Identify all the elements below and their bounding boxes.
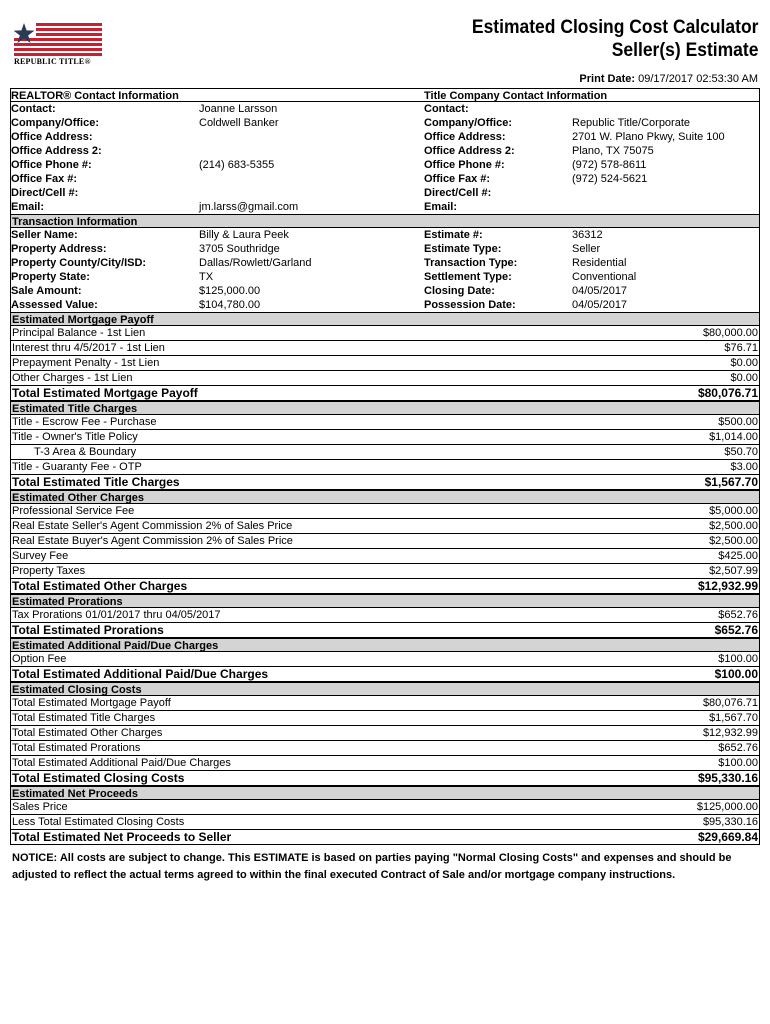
cost-label: Real Estate Buyer's Agent Commission 2% of Sales Price [12, 535, 293, 547]
contact-value-left [199, 130, 424, 144]
cost-amount: $500.00 [718, 416, 758, 428]
cost-amount: $425.00 [718, 550, 758, 562]
estimate-sheet [10, 88, 760, 845]
transaction-label-left: Property Address: [11, 243, 107, 255]
contact-value-left: Coldwell Banker [199, 117, 279, 129]
cost-label: Survey Fee [12, 550, 69, 562]
cost-amount: $0.00 [730, 357, 758, 369]
transaction-value-right: 36312 [572, 229, 603, 241]
cost-amount: $2,507.99 [709, 565, 758, 577]
transaction-value-right: 04/05/2017 [572, 299, 628, 311]
title-line-2: Seller(s) Estimate [611, 40, 758, 61]
section-heading: Estimated Other Charges [10, 490, 760, 504]
cost-amount: $652.76 [718, 742, 758, 754]
cost-label: Prepayment Penalty - 1st Lien [12, 357, 160, 369]
contact-value-right: (972) 578-8611 [572, 159, 647, 171]
contact-value-left: jm.larss@gmail.com [199, 201, 299, 213]
cost-line [10, 756, 760, 771]
section-total [10, 475, 760, 490]
transaction-value-right: Residential [572, 257, 627, 269]
transaction-value-right: 04/05/2017 [572, 285, 628, 297]
contact-value-left: (214) 683-5355 [199, 159, 275, 171]
print-date [579, 73, 758, 85]
contact-row [11, 200, 759, 214]
transaction-row [11, 242, 759, 256]
total-label: Total Estimated Net Proceeds to Seller [12, 830, 232, 844]
cost-label: Total Estimated Additional Paid/Due Charges [12, 757, 231, 769]
cost-label: Other Charges - 1st Lien [12, 372, 133, 384]
realtor-heading: REALTOR® Contact Information [10, 88, 424, 102]
total-label: Total Estimated Title Charges [12, 475, 180, 489]
logo-text: REPUBLIC TITLE® [14, 57, 91, 66]
total-amount: $100.00 [714, 667, 758, 681]
contact-value-right [572, 200, 759, 214]
contact-value-left [199, 186, 424, 200]
total-amount: $12,932.99 [697, 579, 758, 593]
total-label: Total Estimated Prorations [12, 623, 164, 637]
cost-label: Option Fee [12, 653, 67, 665]
cost-label: Title - Escrow Fee - Purchase [12, 416, 157, 428]
title-company-heading: Title Company Contact Information [424, 88, 760, 102]
cost-line [10, 726, 760, 741]
contact-value-right: Republic Title/Corporate [572, 117, 691, 129]
contact-label-right: Direct/Cell #: [424, 187, 492, 199]
total-amount: $29,669.84 [697, 830, 758, 844]
cost-amount: $5,000.00 [709, 505, 758, 517]
cost-line [10, 371, 760, 386]
transaction-info-block [10, 228, 760, 312]
total-label: Total Estimated Other Charges [12, 579, 188, 593]
cost-label: Real Estate Seller's Agent Commission 2% of Sales Price [12, 520, 293, 532]
cost-line [10, 445, 760, 460]
contact-info-block [10, 102, 760, 214]
contact-label-left: Office Phone #: [11, 159, 92, 171]
cost-line [10, 815, 760, 830]
contact-label-left: Company/Office: [11, 117, 100, 129]
transaction-value-left: TX [199, 271, 214, 283]
contact-label-left: Direct/Cell #: [11, 187, 79, 199]
print-date-value: 09/17/2017 02:53:30 AM [638, 73, 758, 85]
section-total [10, 386, 760, 401]
cost-amount: $100.00 [718, 757, 758, 769]
contact-value-left [199, 172, 424, 186]
transaction-heading: Transaction Information [10, 214, 760, 228]
section-heading: Estimated Closing Costs [10, 682, 760, 696]
section-heading: Estimated Prorations [10, 594, 760, 608]
cost-line [10, 741, 760, 756]
cost-label: Total Estimated Mortgage Payoff [12, 697, 171, 709]
section-total [10, 579, 760, 594]
cost-amount: $652.76 [718, 609, 758, 621]
cost-label: Principal Balance - 1st Lien [12, 327, 146, 339]
cost-label: Total Estimated Title Charges [12, 712, 156, 724]
contact-row [11, 172, 759, 186]
cost-amount: $100.00 [718, 653, 758, 665]
cost-amount: $0.00 [730, 372, 758, 384]
cost-label: Property Taxes [12, 565, 86, 577]
transaction-row [11, 270, 759, 284]
total-amount: $652.76 [714, 623, 758, 637]
transaction-value-left: Dallas/Rowlett/Garland [199, 257, 312, 269]
cost-amount: $1,567.70 [709, 712, 758, 724]
transaction-value-right: Seller [572, 243, 601, 255]
cost-line [10, 326, 760, 341]
contact-label-right: Office Address 2: [424, 145, 515, 157]
cost-line [10, 711, 760, 726]
transaction-row [11, 298, 759, 312]
cost-amount: $50.70 [724, 446, 758, 458]
transaction-value-left: $125,000.00 [199, 285, 261, 297]
cost-line [10, 608, 760, 623]
total-amount: $1,567.70 [704, 475, 758, 489]
contact-row [11, 116, 759, 130]
transaction-value-right: Conventional [572, 271, 637, 283]
transaction-label-left: Property County/City/ISD: [11, 257, 147, 269]
cost-amount: $2,500.00 [709, 535, 758, 547]
contact-label-right: Office Fax #: [424, 173, 491, 185]
cost-amount: $95,330.16 [702, 816, 758, 828]
total-amount: $80,076.71 [697, 386, 758, 400]
cost-amount: $12,932.99 [702, 727, 758, 739]
transaction-row [11, 228, 759, 242]
contact-label-left: Office Fax #: [11, 173, 78, 185]
contact-header-row [10, 88, 760, 102]
notice-text: NOTICE: All costs are subject to change. This ESTIMATE is based on parties paying "Normal Closing Costs" and expenses and should be adjusted to reflect the actual terms agreed to within the final executed Contract of Sale and/or mortgage company instructions. [12, 852, 732, 881]
section-total [10, 771, 760, 786]
contact-row [11, 144, 759, 158]
contact-label-right: Company/Office: [424, 117, 513, 129]
cost-amount: $3.00 [730, 461, 758, 473]
total-amount: $95,330.16 [697, 771, 758, 785]
section-heading: Estimated Additional Paid/Due Charges [10, 638, 760, 652]
cost-label: Total Estimated Other Charges [12, 727, 163, 739]
cost-line [10, 652, 760, 667]
cost-amount: $80,000.00 [702, 327, 758, 339]
cost-line [10, 564, 760, 579]
cost-label: Title - Owner's Title Policy [12, 431, 138, 443]
contact-label-left: Email: [11, 201, 45, 213]
contact-value-left: Joanne Larsson [199, 103, 278, 115]
print-date-label: Print Date: [579, 73, 636, 85]
contact-label-right: Email: [424, 201, 458, 213]
transaction-value-left: Billy & Laura Peek [199, 229, 289, 241]
transaction-label-right: Settlement Type: [424, 271, 512, 283]
cost-amount: $2,500.00 [709, 520, 758, 532]
cost-line [10, 800, 760, 815]
section-heading: Estimated Title Charges [10, 401, 760, 415]
section-heading: Estimated Net Proceeds [10, 786, 760, 800]
transaction-label-left: Seller Name: [11, 229, 78, 241]
contact-label-left: Office Address 2: [11, 145, 102, 157]
contact-row [11, 186, 759, 200]
cost-amount: $76.71 [724, 342, 758, 354]
contact-value-right: (972) 524-5621 [572, 173, 648, 185]
cost-label: Less Total Estimated Closing Costs [12, 816, 185, 828]
contact-value-right: Plano, TX 75075 [572, 145, 654, 157]
transaction-label-right: Possession Date: [424, 299, 516, 311]
cost-amount: $125,000.00 [696, 801, 758, 813]
total-label: Total Estimated Closing Costs [12, 771, 185, 785]
section-total [10, 623, 760, 638]
total-label: Total Estimated Mortgage Payoff [12, 386, 198, 400]
page-title [471, 16, 758, 62]
cost-line [10, 430, 760, 445]
cost-line [10, 341, 760, 356]
transaction-value-left: 3705 Southridge [199, 243, 280, 255]
cost-sections [10, 312, 760, 845]
transaction-label-right: Estimate #: [424, 229, 483, 241]
cost-amount: $1,014.00 [709, 431, 758, 443]
transaction-label-left: Property State: [11, 271, 90, 283]
transaction-label-left: Sale Amount: [11, 285, 82, 297]
section-total [10, 830, 760, 845]
contact-label-right: Office Address: [424, 131, 506, 143]
cost-line [10, 549, 760, 564]
contact-label-right: Office Phone #: [424, 159, 505, 171]
cost-line [10, 534, 760, 549]
cost-line [10, 460, 760, 475]
contact-label-left: Office Address: [11, 131, 93, 143]
contact-value-right [572, 186, 759, 200]
transaction-label-right: Transaction Type: [424, 257, 518, 269]
contact-value-right [572, 102, 759, 116]
contact-value-left [199, 144, 424, 158]
transaction-row [11, 284, 759, 298]
cost-label: Professional Service Fee [12, 505, 135, 517]
contact-row [11, 158, 759, 172]
title-line-1: Estimated Closing Cost Calculator [471, 17, 758, 38]
cost-label: Tax Prorations 01/01/2017 thru 04/05/2017 [12, 609, 221, 621]
contact-label-right: Contact: [424, 103, 469, 115]
cost-line [10, 504, 760, 519]
cost-label: T-3 Area & Boundary [34, 446, 137, 458]
contact-row [11, 102, 759, 116]
cost-label: Title - Guaranty Fee - OTP [12, 461, 142, 473]
cost-amount: $80,076.71 [702, 697, 758, 709]
section-heading: Estimated Mortgage Payoff [10, 312, 760, 326]
transaction-label-left: Assessed Value: [11, 299, 98, 311]
cost-line [10, 356, 760, 371]
contact-label-left: Contact: [11, 103, 56, 115]
transaction-label-right: Closing Date: [424, 285, 495, 297]
cost-label: Interest thru 4/5/2017 - 1st Lien [12, 342, 165, 354]
cost-label: Total Estimated Prorations [12, 742, 141, 754]
transaction-label-right: Estimate Type: [424, 243, 502, 255]
transaction-value-left: $104,780.00 [199, 299, 261, 311]
section-total [10, 667, 760, 682]
cost-line [10, 415, 760, 430]
transaction-row [11, 256, 759, 270]
cost-label: Sales Price [12, 801, 68, 813]
cost-line [10, 696, 760, 711]
contact-row [11, 130, 759, 144]
contact-value-right: 2701 W. Plano Pkwy, Suite 100 [572, 131, 725, 143]
cost-line [10, 519, 760, 534]
total-label: Total Estimated Additional Paid/Due Charges [12, 667, 269, 681]
